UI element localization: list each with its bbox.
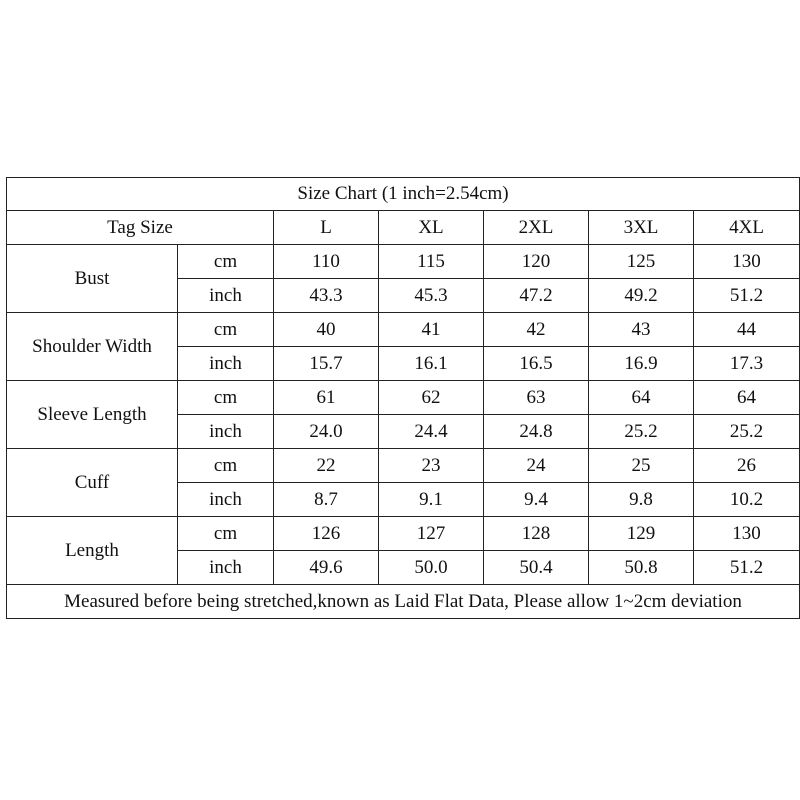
unit-label: cm [178, 313, 274, 347]
size-chart-table [6, 177, 800, 619]
size-header: 2XL [484, 211, 589, 245]
measurement-row [7, 313, 800, 347]
measurement-name: Length [7, 517, 178, 585]
value-cell: 25.2 [589, 415, 694, 449]
unit-label: inch [178, 551, 274, 585]
measurement-row [7, 449, 800, 483]
value-cell: 50.4 [484, 551, 589, 585]
value-cell: 43 [589, 313, 694, 347]
value-cell: 50.8 [589, 551, 694, 585]
measurement-row [7, 245, 800, 279]
unit-label: inch [178, 415, 274, 449]
value-cell: 125 [589, 245, 694, 279]
value-cell: 45.3 [379, 279, 484, 313]
size-header: 4XL [694, 211, 800, 245]
header-row [7, 211, 800, 245]
value-cell: 9.4 [484, 483, 589, 517]
unit-label: inch [178, 483, 274, 517]
value-cell: 120 [484, 245, 589, 279]
title-row [7, 178, 800, 211]
value-cell: 49.2 [589, 279, 694, 313]
unit-label: cm [178, 517, 274, 551]
value-cell: 47.2 [484, 279, 589, 313]
value-cell: 64 [589, 381, 694, 415]
value-cell: 24.4 [379, 415, 484, 449]
value-cell: 51.2 [694, 279, 800, 313]
value-cell: 51.2 [694, 551, 800, 585]
value-cell: 63 [484, 381, 589, 415]
value-cell: 43.3 [274, 279, 379, 313]
value-cell: 23 [379, 449, 484, 483]
value-cell: 129 [589, 517, 694, 551]
value-cell: 24.0 [274, 415, 379, 449]
unit-label: inch [178, 279, 274, 313]
measurement-name: Cuff [7, 449, 178, 517]
measurement-row [7, 517, 800, 551]
unit-label: cm [178, 245, 274, 279]
unit-label: cm [178, 449, 274, 483]
measurement-name: Sleeve Length [7, 381, 178, 449]
value-cell: 10.2 [694, 483, 800, 517]
size-header: L [274, 211, 379, 245]
value-cell: 24 [484, 449, 589, 483]
value-cell: 16.9 [589, 347, 694, 381]
value-cell: 44 [694, 313, 800, 347]
value-cell: 25.2 [694, 415, 800, 449]
value-cell: 17.3 [694, 347, 800, 381]
value-cell: 25 [589, 449, 694, 483]
value-cell: 40 [274, 313, 379, 347]
measurement-note: Measured before being stretched,known as Laid Flat Data, Please allow 1~2cm deviation [7, 585, 800, 619]
value-cell: 16.5 [484, 347, 589, 381]
value-cell: 22 [274, 449, 379, 483]
value-cell: 61 [274, 381, 379, 415]
value-cell: 62 [379, 381, 484, 415]
size-header: XL [379, 211, 484, 245]
value-cell: 130 [694, 517, 800, 551]
note-row [7, 585, 800, 619]
measurement-name: Bust [7, 245, 178, 313]
value-cell: 126 [274, 517, 379, 551]
value-cell: 41 [379, 313, 484, 347]
value-cell: 64 [694, 381, 800, 415]
value-cell: 50.0 [379, 551, 484, 585]
tag-size-label: Tag Size [7, 211, 274, 245]
unit-label: cm [178, 381, 274, 415]
value-cell: 110 [274, 245, 379, 279]
value-cell: 128 [484, 517, 589, 551]
value-cell: 9.1 [379, 483, 484, 517]
value-cell: 15.7 [274, 347, 379, 381]
measurement-row [7, 381, 800, 415]
value-cell: 16.1 [379, 347, 484, 381]
value-cell: 26 [694, 449, 800, 483]
value-cell: 8.7 [274, 483, 379, 517]
value-cell: 115 [379, 245, 484, 279]
chart-title: Size Chart (1 inch=2.54cm) [7, 178, 800, 211]
value-cell: 42 [484, 313, 589, 347]
value-cell: 49.6 [274, 551, 379, 585]
unit-label: inch [178, 347, 274, 381]
size-header: 3XL [589, 211, 694, 245]
measurement-name: Shoulder Width [7, 313, 178, 381]
value-cell: 9.8 [589, 483, 694, 517]
value-cell: 127 [379, 517, 484, 551]
value-cell: 24.8 [484, 415, 589, 449]
value-cell: 130 [694, 245, 800, 279]
